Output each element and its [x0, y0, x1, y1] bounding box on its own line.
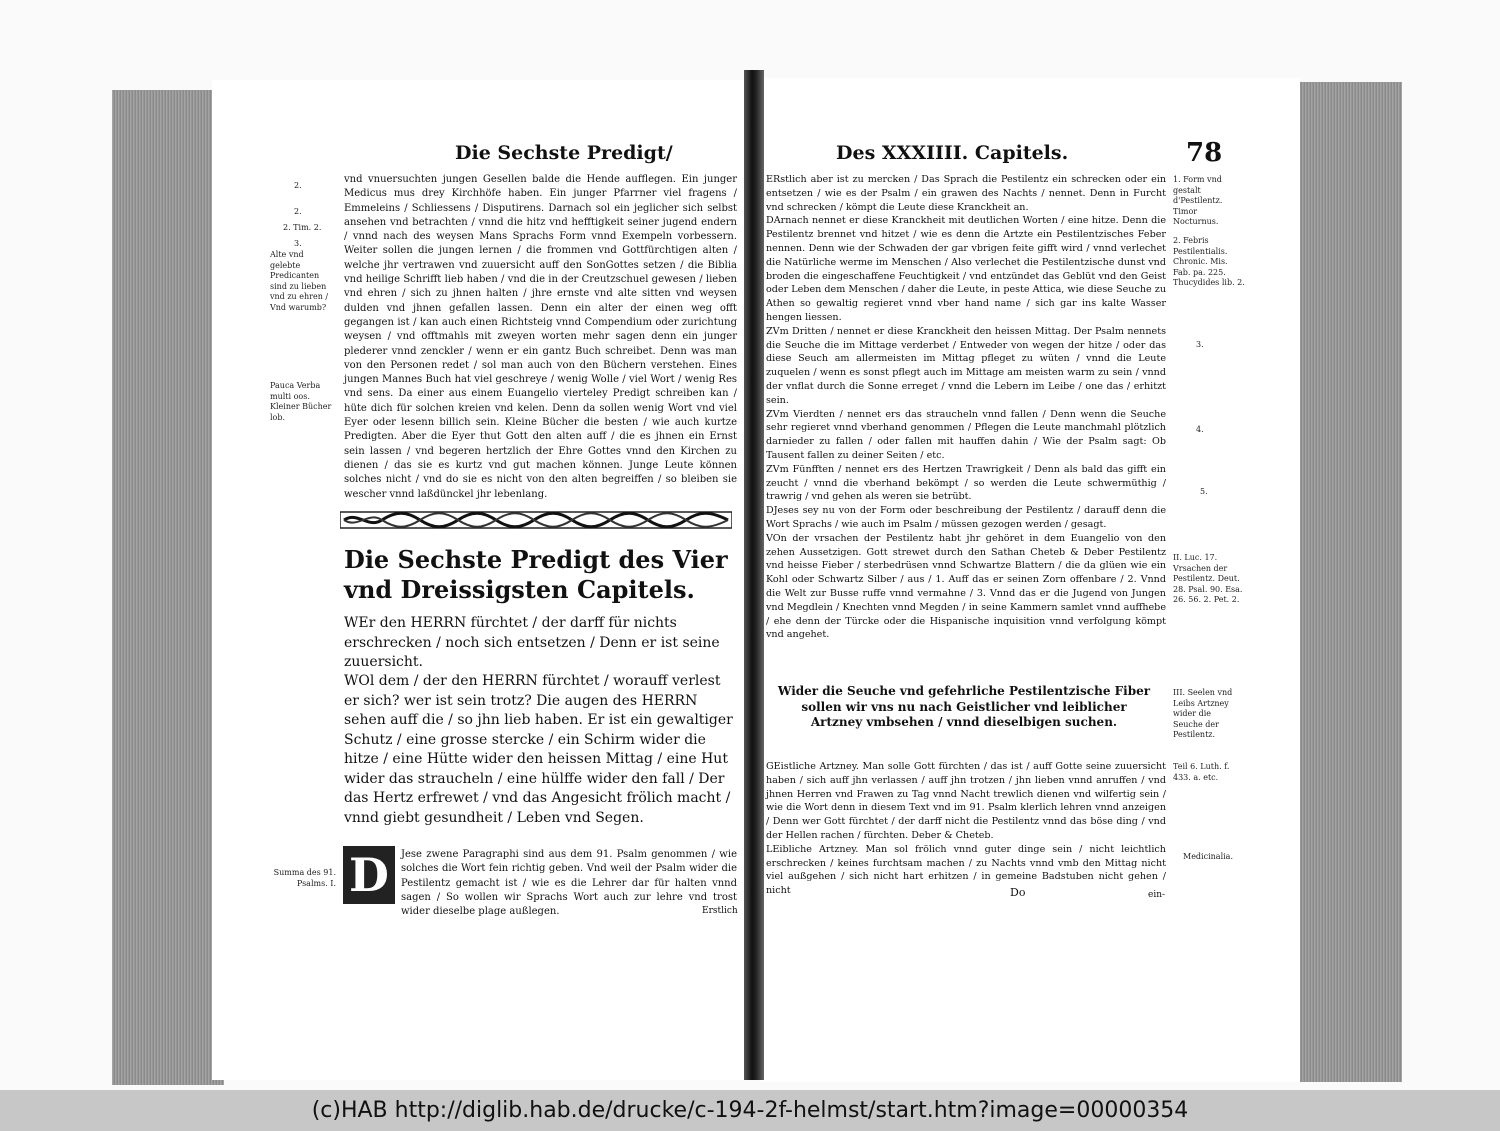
paragraph: ZVm Fünfften / nennet ers des Hertzen Trawrigkeit / Denn als bald das gifft ein zeucht / vnnd die vberhand bekömpt / so werden die Leute schwermüthig / trawrig / vnd gehen als weren sie betrübt.	[766, 463, 1166, 503]
margin-note: II. Luc. 17. Vrsachen der Pestilentz. Deut. 28. Psal. 90. Esa. 26. 56. 2. Pet. 2.	[1173, 553, 1243, 604]
margin-note: 2. Tim. 2.	[283, 223, 322, 232]
margin-note: Alte vnd gelebte Predicanten sind zu lieben vnd zu ehren / Vnd warumb?	[270, 250, 329, 312]
ornament-divider	[340, 509, 732, 531]
left-running-header: Die Sechste Predigt/	[455, 142, 673, 164]
left-page-edges	[112, 90, 224, 1085]
paragraph-text: Jese zwene Paragraphi sind aus dem 91. Psalm genommen / wie solches die Wort fein richtig geben. Vnd weil der Psalm wider die Pestilentz gemacht ist / wie es die Lehrer dar für halten vnnd sagen / So wollen wir Sprachs Wort auch zur lehre vnd trost wider dieselbe plage außlegen.	[401, 849, 737, 918]
paragraph: ZVm Vierdten / nennet ers das straucheln vnnd fallen / Denn wenn die Seuche sehr regieret vnnd vberhand genommen / Pflegen die Leute manchmahl plötzlich darnieder zu fallen / oder fallen mit hauffen dahin / Wie der Psalm sagt: Ob Tausent fallen zu deiner Seiten / etc.	[766, 408, 1166, 461]
margin-note: 4.	[1196, 425, 1204, 434]
paragraph: ERstlich aber ist zu mercken / Das Sprach die Pestilentz ein schrecken oder ein entsetzen / wie es der Psalm / ein grawen des Nachts / nennet. Denn in Furcht vnd schrecken / kömpt die Leute diese Kranckheit an.	[766, 174, 1166, 213]
verse-1: WEr den HERRN fürchtet / der darff für nichts erschrecken / noch sich entsetzen / Denn er ist seine zuuersicht.	[344, 615, 720, 670]
paragraph: DJeses sey nu von der Form oder beschreibung der Pestilentz / darauff denn die Wort Sprachs / wie auch im Psalm / müssen gezogen werden / gesagt.	[766, 505, 1166, 530]
right-body-text	[766, 173, 1166, 642]
page-number: 78	[1186, 138, 1223, 168]
paragraph: GEistliche Artzney. Man solle Gott fürchten / das ist / auff Gotte seine zuuersicht haben / sich auff jhn verlassen / auff jhn trotzen / jhn lieben vnnd anruffen / vnd jhnen Herren vnd Frawen zu Tag vnnd Nacht trewlich dienen vnd wilfertig sein / wie die Wort denn in diesem Text vnd im 91. Psalm klerlich lehren vnnd anzeigen / Denn wer Gott fürchtet / der darff nicht die Pestilentz vnnd das böse ding / vnd der Hellen rachen / fürchten. Deber & Cheteb.	[766, 761, 1166, 841]
catchword: ein-	[1148, 890, 1166, 900]
paragraph: ZVm Dritten / nennet er diese Kranckheit den heissen Mittag. Der Psalm nennets die Seuche die im Mittage verderbet / Entweder von wegen der hitze / oder das diese Seuch am allermeisten im Mittag pfleget zu wüten / vnnd die Leute zuquelen / wenn es sonst pflegt auch im Mittage am meisten warm zu sein / vnnd der vnflat durch die Sonne erreget / vnnd die Lebern im Leibe / one das / erhitzt sein.	[766, 325, 1166, 406]
margin-note: 5.	[1200, 487, 1208, 496]
margin-note: 3.	[294, 239, 302, 248]
paragraph: DArnach nennet er diese Kranckheit mit deutlichen Worten / eine hitze. Denn die Pestilentz brennet vnd hitzet / wie es denn die Artzte ein Pestilentzisches Feber nennen. Denn wie der Schwaden der gar vbrigen feite gifft wird / vnnd verlechet die Natürliche werme im Menschen / Also verlechet die Pestilentzische dunst vnd broden die eingeschaffene Feuchtigkeit / vnd entzündet das Geblüt vnd den Geist oder Leben dem Menschen / daher die Leute, in peste Attica, wie diese Seuche zu Athen so gewaltig regieret vnnd vber hand name / sich gar ins kalte Wasser hengen liessen.	[766, 215, 1166, 323]
margin-note: Summa des 91. Psalms. I.	[273, 868, 336, 888]
margin-note: 1. Form vnd gestalt d'Pestilentz. Timor Nocturnus.	[1173, 175, 1223, 226]
margin-note: 3.	[1196, 340, 1204, 349]
section-subheading: Wider die Seuche vnd gefehrliche Pestilentzische Fiber sollen wir vns nu nach Geistlicher vnd leiblicher Artzney vmbsehen / vnnd dieselbigen suchen.	[777, 684, 1151, 729]
right-page-edges	[1290, 82, 1402, 1082]
verse-2: WOl dem / der den HERRN fürchtet / worauff verlest er sich? wer ist sein trotz? Die augen des HERRN sehen auff die / so jhn lieb haben. Er ist ein gewaltiger Schutz / eine grosse stercke / ein Schirm wider die hitze / eine Hütte wider den heissen Mittag / eine Hut wider das straucheln / eine hülffe wider den fall / Der das Hertz erfrewet / vnd das Angesicht frölich macht / vnnd giebt gesundheit / Leben vnd Segen.	[344, 673, 733, 826]
drop-cap: D	[343, 846, 395, 904]
right-running-header: Des XXXIIII. Capitels.	[836, 142, 1069, 164]
margin-note: Teil 6. Luth. f. 433. a. etc.	[1173, 762, 1230, 782]
margin-note: 2. Febris Pestilentialis. Chronic. Mis. Fab. pa. 225. Thucydides lib. 2.	[1173, 236, 1245, 287]
book-gutter	[744, 70, 764, 1080]
paragraph: VOn der vrsachen der Pestilentz habt jhr gehöret in dem Euangelio von den zehen Aussetzigen. Gott strewet durch den Sathan Cheteb & Deber Pestilentz vnd heisse Fieber / sterbedrüsen vnnd Schwartze Blattern / die da glüen wie ein Kohl oder Schwartz Silber / aus / 1. Auff das er seinen Zorn offenbare / 2. Vnnd die Welt zur Busse ruffe vnnd vermahne / 3. Vnnd das er die Jugend von Jungen vnd Megdlein / Knechten vnnd Megden / in seine Kammern samlet vnnd auffhebe / ehe denn der Türcke oder die Hispanische inquisition vnnd verfolgung kömpt vnd angehet.	[766, 532, 1166, 641]
catchword: Do	[1010, 886, 1026, 899]
margin-note: Pauca Verba multi oos. Kleiner Bücher lob.	[270, 381, 332, 422]
sermon-title: Die Sechste Predigt des Vier vnd Dreissigsten Capitels.	[344, 545, 728, 604]
catchword: Erstlich	[702, 906, 738, 916]
margin-note: 2.	[294, 181, 302, 190]
copyright-footer: (c)HAB http://diglib.hab.de/drucke/c-194-2f-helmst/start.htm?image=00000354	[0, 1090, 1500, 1131]
margin-note: 2.	[294, 207, 302, 216]
paragraph: LEibliche Artzney. Man sol frölich vnnd guter dinge sein / nicht leichtlich erschrecken / keines furchtsam machen / zu Nachts vnnd vmb den Mittag nicht viel außgehen / sich nicht hart erhitzen / in gemeine Badstuben nicht gehen / nicht	[766, 843, 1166, 897]
margin-note: Medicinalia.	[1183, 852, 1233, 861]
margin-note: III. Seelen vnd Leibs Artzney wider die Seuche der Pestilentz.	[1173, 688, 1233, 739]
right-body-text-2	[766, 760, 1166, 898]
left-body-text: vnd vnuersuchten jungen Gesellen balde die Hende aufflegen. Ein junger Medicus mus drey Kirchhöfe haben. Ein junger Pfarrner viel fragens / Emmeleins / Schliessens / Disputirens. Darnach sol ein jeglicher sich selbst ansehen vnd betrachten / vnnd die hitz vnd hefftigkeit seiner jugend endern / vnnd nach des weysen Mans Sprachs Form vnnd Exempeln vorbessern. Weiter sollen die jungen lernen / die frommen vnd Gottfürchtigen alten / welche jhr vertrawen vnd zuuersicht auff den SonGottes setzen / die Biblia vnd heilige Schrifft lieb haben / vnd die in der Creutzschuel gewesen / lieben vnd ehren / sich zu jhnen halten / jhre ernste vnd alte sitten vnd weysen dulden vnd jhnen gefallen lassen. Denn ein alter der einen weg offt gegangen ist / kan auch einen Richtsteig vnnd Compendium oder zurichtung weysen / vnd offtmahls mit zweyen worten mehr sagen denn ein junger plederer vnnd zenckler / wenn er ein gantz Buch schreibet. Denn was man von den Personen redet / sol man auch von den Büchern verstehen. Eines jungen Mannes Buch hat viel geschreye / wenig Wolle / viel Wort / wenig Res vnd sens. Da einer aus einem Euangelio vierteley Predigt schreiben kan / hüte dich für solchen kreien vnd kelen. Denn da sollen wenig Wort vnd viel Eyer oder lesenn billich sein. Kleine Bücher die besten / wie auch kurtze Predigten. Aber die Eyer thut Gott den alten auff / die es jhnen ein Ernst sein lassen / vnd begeren hertzlich der Ehre Gottes vnnd den Kirchen zu dienen / das sie es kurtz vnd gut machen können. Junge Leute können solches nicht / vnd do sie es nicht von den alten begreiffen / so bleiben sie wescher vnnd laßdünckel jhr lebenlang.	[344, 174, 737, 500]
